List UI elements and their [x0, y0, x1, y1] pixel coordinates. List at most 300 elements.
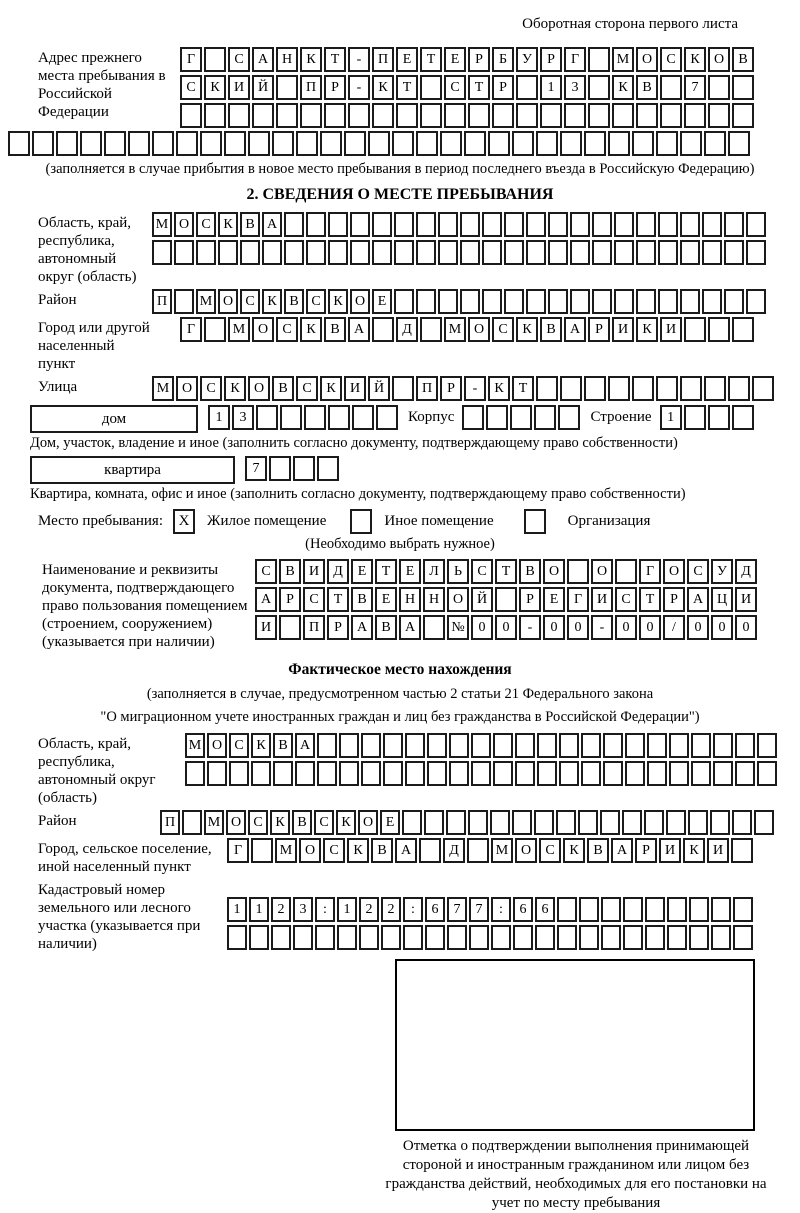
form-cell[interactable]: Л	[423, 559, 445, 584]
form-cell[interactable]	[416, 131, 438, 156]
form-cell[interactable]	[669, 733, 689, 758]
form-cell[interactable]: Р	[540, 47, 562, 72]
form-cell[interactable]	[680, 212, 700, 237]
form-cell[interactable]	[252, 103, 274, 128]
form-cell[interactable]: С	[255, 559, 277, 584]
form-cell[interactable]	[534, 810, 554, 835]
form-cell[interactable]	[228, 103, 250, 128]
form-cell[interactable]	[732, 103, 754, 128]
form-cell[interactable]: А	[255, 587, 277, 612]
form-cell[interactable]: Г	[639, 559, 661, 584]
form-cell[interactable]	[735, 761, 755, 786]
form-cell[interactable]	[746, 240, 766, 265]
form-cell[interactable]: 3	[232, 405, 254, 430]
form-cell[interactable]: О	[176, 376, 198, 401]
form-cell[interactable]	[731, 838, 753, 863]
form-cell[interactable]: В	[371, 838, 393, 863]
form-cell[interactable]	[419, 838, 441, 863]
form-cell[interactable]: П	[160, 810, 180, 835]
form-cell[interactable]: В	[636, 75, 658, 100]
form-cell[interactable]	[588, 75, 610, 100]
form-cell[interactable]	[372, 317, 394, 342]
form-cell[interactable]: В	[272, 376, 294, 401]
form-cell[interactable]	[248, 131, 270, 156]
form-cell[interactable]	[625, 761, 645, 786]
form-cell[interactable]	[495, 587, 517, 612]
form-cell[interactable]: О	[708, 47, 730, 72]
form-cell[interactable]	[372, 103, 394, 128]
form-cell[interactable]: С	[444, 75, 466, 100]
form-cell[interactable]	[592, 289, 612, 314]
form-cell[interactable]: О	[299, 838, 321, 863]
form-cell[interactable]	[420, 317, 442, 342]
form-cell[interactable]	[581, 733, 601, 758]
form-cell[interactable]	[196, 240, 216, 265]
form-cell[interactable]	[510, 405, 532, 430]
form-cell[interactable]: К	[563, 838, 585, 863]
form-cell[interactable]: К	[488, 376, 510, 401]
form-cell[interactable]	[684, 103, 706, 128]
form-cell[interactable]	[317, 733, 337, 758]
form-cell[interactable]	[464, 131, 486, 156]
form-cell[interactable]	[608, 376, 630, 401]
form-cell[interactable]	[601, 897, 621, 922]
form-cell[interactable]	[570, 289, 590, 314]
form-cell[interactable]: С	[248, 810, 268, 835]
form-cell[interactable]: И	[303, 559, 325, 584]
form-cell[interactable]: Р	[440, 376, 462, 401]
form-cell[interactable]: И	[255, 615, 277, 640]
form-cell[interactable]	[271, 925, 291, 950]
form-cell[interactable]	[614, 240, 634, 265]
form-cell[interactable]	[689, 897, 709, 922]
form-cell[interactable]	[526, 212, 546, 237]
form-cell[interactable]: М	[444, 317, 466, 342]
form-cell[interactable]	[492, 103, 514, 128]
form-cell[interactable]	[711, 925, 731, 950]
form-cell[interactable]	[658, 289, 678, 314]
form-cell[interactable]	[608, 131, 630, 156]
form-cell[interactable]	[645, 897, 665, 922]
form-cell[interactable]	[711, 897, 731, 922]
form-cell[interactable]	[269, 456, 291, 481]
form-cell[interactable]: Е	[543, 587, 565, 612]
form-cell[interactable]: К	[224, 376, 246, 401]
form-cell[interactable]	[636, 240, 656, 265]
form-cell[interactable]: В	[292, 810, 312, 835]
form-cell[interactable]	[328, 405, 350, 430]
form-cell[interactable]	[513, 925, 533, 950]
form-cell[interactable]	[204, 103, 226, 128]
form-cell[interactable]	[444, 103, 466, 128]
form-cell[interactable]	[656, 131, 678, 156]
form-cell[interactable]	[460, 212, 480, 237]
form-cell[interactable]	[284, 240, 304, 265]
form-cell[interactable]	[667, 897, 687, 922]
form-cell[interactable]	[204, 317, 226, 342]
form-cell[interactable]	[548, 240, 568, 265]
form-cell[interactable]: С	[276, 317, 298, 342]
form-cell[interactable]	[689, 925, 709, 950]
form-cell[interactable]: О	[543, 559, 565, 584]
form-cell[interactable]	[647, 733, 667, 758]
form-cell[interactable]: А	[295, 733, 315, 758]
form-cell[interactable]: Р	[324, 75, 346, 100]
form-cell[interactable]: Р	[519, 587, 541, 612]
form-cell[interactable]	[394, 212, 414, 237]
form-cell[interactable]: С	[323, 838, 345, 863]
form-cell[interactable]: :	[403, 897, 423, 922]
form-cell[interactable]	[405, 733, 425, 758]
form-cell[interactable]	[724, 240, 744, 265]
house-field[interactable]: дом	[30, 405, 198, 433]
form-cell[interactable]: В	[732, 47, 754, 72]
form-cell[interactable]	[708, 75, 730, 100]
form-cell[interactable]: А	[564, 317, 586, 342]
form-cell[interactable]: О	[248, 376, 270, 401]
form-cell[interactable]: С	[196, 212, 216, 237]
form-cell[interactable]	[746, 289, 766, 314]
form-cell[interactable]	[460, 240, 480, 265]
form-cell[interactable]: М	[185, 733, 205, 758]
form-cell[interactable]	[276, 75, 298, 100]
form-cell[interactable]: Р	[279, 587, 301, 612]
form-cell[interactable]: /	[663, 615, 685, 640]
form-cell[interactable]	[732, 75, 754, 100]
form-cell[interactable]: -	[348, 75, 370, 100]
form-cell[interactable]	[468, 103, 490, 128]
form-cell[interactable]: 1	[660, 405, 682, 430]
form-cell[interactable]	[526, 289, 546, 314]
form-cell[interactable]	[416, 212, 436, 237]
form-cell[interactable]	[361, 761, 381, 786]
form-cell[interactable]	[704, 131, 726, 156]
form-cell[interactable]	[632, 131, 654, 156]
form-cell[interactable]: О	[174, 212, 194, 237]
form-cell[interactable]	[660, 75, 682, 100]
form-cell[interactable]	[317, 456, 339, 481]
form-cell[interactable]: Г	[180, 47, 202, 72]
form-cell[interactable]: 1	[249, 897, 269, 922]
form-cell[interactable]	[691, 761, 711, 786]
form-cell[interactable]: Т	[639, 587, 661, 612]
form-cell[interactable]	[447, 925, 467, 950]
form-cell[interactable]	[688, 810, 708, 835]
form-cell[interactable]: Т	[327, 587, 349, 612]
form-cell[interactable]: А	[399, 615, 421, 640]
form-cell[interactable]	[392, 131, 414, 156]
form-cell[interactable]: 0	[543, 615, 565, 640]
form-cell[interactable]	[658, 240, 678, 265]
form-cell[interactable]: С	[492, 317, 514, 342]
form-cell[interactable]	[279, 615, 301, 640]
form-cell[interactable]: К	[612, 75, 634, 100]
form-cell[interactable]: Й	[252, 75, 274, 100]
form-cell[interactable]	[592, 212, 612, 237]
form-cell[interactable]: Г	[227, 838, 249, 863]
form-cell[interactable]	[174, 240, 194, 265]
form-cell[interactable]: Е	[351, 559, 373, 584]
form-cell[interactable]	[262, 240, 282, 265]
form-cell[interactable]: С	[180, 75, 202, 100]
form-cell[interactable]	[152, 240, 172, 265]
form-cell[interactable]	[224, 131, 246, 156]
form-cell[interactable]	[570, 240, 590, 265]
form-cell[interactable]	[704, 376, 726, 401]
form-cell[interactable]: М	[491, 838, 513, 863]
form-cell[interactable]: К	[320, 376, 342, 401]
form-cell[interactable]: О	[447, 587, 469, 612]
form-cell[interactable]	[644, 810, 664, 835]
form-cell[interactable]	[256, 405, 278, 430]
form-cell[interactable]	[350, 212, 370, 237]
form-cell[interactable]: Н	[423, 587, 445, 612]
form-cell[interactable]: Т	[512, 376, 534, 401]
form-cell[interactable]: О	[515, 838, 537, 863]
form-cell[interactable]	[249, 925, 269, 950]
form-cell[interactable]	[449, 761, 469, 786]
form-cell[interactable]: 0	[495, 615, 517, 640]
form-cell[interactable]	[344, 131, 366, 156]
form-cell[interactable]	[482, 212, 502, 237]
form-cell[interactable]	[702, 240, 722, 265]
form-cell[interactable]	[468, 810, 488, 835]
form-cell[interactable]	[32, 131, 54, 156]
form-cell[interactable]: Р	[663, 587, 685, 612]
form-cell[interactable]: Е	[399, 559, 421, 584]
form-cell[interactable]	[564, 103, 586, 128]
form-cell[interactable]: О	[252, 317, 274, 342]
form-cell[interactable]: И	[735, 587, 757, 612]
form-cell[interactable]	[8, 131, 30, 156]
form-cell[interactable]: 0	[639, 615, 661, 640]
form-cell[interactable]	[383, 761, 403, 786]
form-cell[interactable]	[471, 733, 491, 758]
form-cell[interactable]: П	[303, 615, 325, 640]
form-cell[interactable]: И	[660, 317, 682, 342]
form-cell[interactable]	[625, 733, 645, 758]
form-cell[interactable]: -	[591, 615, 613, 640]
form-cell[interactable]: К	[262, 289, 282, 314]
form-cell[interactable]: К	[683, 838, 705, 863]
form-cell[interactable]	[713, 733, 733, 758]
form-cell[interactable]	[207, 761, 227, 786]
form-cell[interactable]	[295, 761, 315, 786]
form-cell[interactable]: У	[516, 47, 538, 72]
form-cell[interactable]: В	[324, 317, 346, 342]
form-cell[interactable]	[227, 925, 247, 950]
form-cell[interactable]	[713, 761, 733, 786]
form-cell[interactable]: Г	[564, 47, 586, 72]
form-cell[interactable]	[560, 131, 582, 156]
form-cell[interactable]	[293, 925, 313, 950]
form-cell[interactable]: Т	[468, 75, 490, 100]
form-cell[interactable]: К	[636, 317, 658, 342]
form-cell[interactable]	[394, 289, 414, 314]
form-cell[interactable]: С	[240, 289, 260, 314]
form-cell[interactable]: 0	[711, 615, 733, 640]
form-cell[interactable]	[328, 212, 348, 237]
form-cell[interactable]	[420, 75, 442, 100]
form-cell[interactable]: О	[663, 559, 685, 584]
form-cell[interactable]	[536, 376, 558, 401]
form-cell[interactable]	[684, 317, 706, 342]
form-cell[interactable]: П	[372, 47, 394, 72]
form-cell[interactable]	[735, 733, 755, 758]
form-cell[interactable]: О	[468, 317, 490, 342]
form-cell[interactable]: 3	[564, 75, 586, 100]
form-cell[interactable]: 0	[471, 615, 493, 640]
form-cell[interactable]	[584, 376, 606, 401]
form-cell[interactable]	[669, 761, 689, 786]
form-cell[interactable]: М	[204, 810, 224, 835]
form-cell[interactable]: О	[591, 559, 613, 584]
form-cell[interactable]	[733, 897, 753, 922]
form-cell[interactable]	[601, 925, 621, 950]
form-cell[interactable]: С	[539, 838, 561, 863]
form-cell[interactable]	[728, 131, 750, 156]
form-cell[interactable]	[425, 925, 445, 950]
form-cell[interactable]	[548, 212, 568, 237]
form-cell[interactable]	[680, 376, 702, 401]
form-cell[interactable]	[392, 376, 414, 401]
form-cell[interactable]	[361, 733, 381, 758]
form-cell[interactable]	[614, 212, 634, 237]
form-cell[interactable]: И	[591, 587, 613, 612]
form-cell[interactable]	[471, 761, 491, 786]
form-cell[interactable]	[315, 925, 335, 950]
form-cell[interactable]	[251, 761, 271, 786]
form-cell[interactable]: Г	[180, 317, 202, 342]
form-cell[interactable]: Т	[324, 47, 346, 72]
form-cell[interactable]	[490, 810, 510, 835]
form-cell[interactable]	[557, 925, 577, 950]
form-cell[interactable]	[757, 733, 777, 758]
form-cell[interactable]: С	[306, 289, 326, 314]
form-cell[interactable]: 6	[535, 897, 555, 922]
form-cell[interactable]: 1	[540, 75, 562, 100]
form-cell[interactable]	[438, 240, 458, 265]
form-cell[interactable]: С	[615, 587, 637, 612]
form-cell[interactable]	[339, 733, 359, 758]
form-cell[interactable]: О	[226, 810, 246, 835]
form-cell[interactable]: 7	[684, 75, 706, 100]
form-cell[interactable]	[438, 212, 458, 237]
form-cell[interactable]: -	[464, 376, 486, 401]
form-cell[interactable]: К	[218, 212, 238, 237]
form-cell[interactable]	[578, 810, 598, 835]
form-cell[interactable]	[559, 733, 579, 758]
form-cell[interactable]: Р	[588, 317, 610, 342]
form-cell[interactable]	[592, 240, 612, 265]
form-cell[interactable]: -	[519, 615, 541, 640]
form-cell[interactable]	[80, 131, 102, 156]
form-cell[interactable]	[536, 131, 558, 156]
form-cell[interactable]	[622, 810, 642, 835]
form-cell[interactable]	[300, 103, 322, 128]
form-cell[interactable]	[467, 838, 489, 863]
form-cell[interactable]	[306, 240, 326, 265]
form-cell[interactable]: Т	[396, 75, 418, 100]
form-cell[interactable]	[284, 212, 304, 237]
form-cell[interactable]	[746, 212, 766, 237]
form-cell[interactable]	[240, 240, 260, 265]
form-cell[interactable]: И	[344, 376, 366, 401]
form-cell[interactable]	[423, 615, 445, 640]
form-cell[interactable]	[350, 240, 370, 265]
form-cell[interactable]	[658, 212, 678, 237]
form-cell[interactable]	[104, 131, 126, 156]
form-cell[interactable]	[180, 103, 202, 128]
form-cell[interactable]	[636, 212, 656, 237]
form-cell[interactable]: 2	[359, 897, 379, 922]
form-cell[interactable]: И	[228, 75, 250, 100]
form-cell[interactable]: К	[516, 317, 538, 342]
form-cell[interactable]: 1	[208, 405, 230, 430]
form-cell[interactable]: К	[300, 47, 322, 72]
form-cell[interactable]	[182, 810, 202, 835]
form-cell[interactable]: П	[300, 75, 322, 100]
form-cell[interactable]	[512, 131, 534, 156]
form-cell[interactable]	[293, 456, 315, 481]
form-cell[interactable]	[757, 761, 777, 786]
form-cell[interactable]	[708, 405, 730, 430]
form-cell[interactable]: М	[152, 376, 174, 401]
form-cell[interactable]	[394, 240, 414, 265]
form-cell[interactable]	[636, 289, 656, 314]
form-cell[interactable]	[732, 405, 754, 430]
form-cell[interactable]: О	[350, 289, 370, 314]
form-cell[interactable]: 6	[513, 897, 533, 922]
form-cell[interactable]: Е	[380, 810, 400, 835]
form-cell[interactable]	[645, 925, 665, 950]
form-cell[interactable]: В	[240, 212, 260, 237]
form-cell[interactable]: Й	[471, 587, 493, 612]
form-cell[interactable]	[449, 733, 469, 758]
form-cell[interactable]: И	[612, 317, 634, 342]
form-cell[interactable]: Р	[635, 838, 657, 863]
form-cell[interactable]: А	[262, 212, 282, 237]
form-cell[interactable]: 2	[271, 897, 291, 922]
form-cell[interactable]	[416, 240, 436, 265]
form-cell[interactable]: К	[270, 810, 290, 835]
form-cell[interactable]	[427, 761, 447, 786]
form-cell[interactable]: С	[200, 376, 222, 401]
form-cell[interactable]	[548, 289, 568, 314]
form-cell[interactable]	[446, 810, 466, 835]
form-cell[interactable]	[570, 212, 590, 237]
form-cell[interactable]	[204, 47, 226, 72]
form-cell[interactable]	[540, 103, 562, 128]
form-cell[interactable]	[174, 289, 194, 314]
form-cell[interactable]	[493, 761, 513, 786]
form-cell[interactable]	[647, 761, 667, 786]
form-cell[interactable]: Б	[492, 47, 514, 72]
form-cell[interactable]	[537, 733, 557, 758]
form-cell[interactable]	[56, 131, 78, 156]
form-cell[interactable]	[708, 103, 730, 128]
form-cell[interactable]	[438, 289, 458, 314]
form-cell[interactable]: Д	[735, 559, 757, 584]
form-cell[interactable]: Д	[396, 317, 418, 342]
form-cell[interactable]	[559, 761, 579, 786]
form-cell[interactable]	[251, 838, 273, 863]
form-cell[interactable]: К	[328, 289, 348, 314]
form-cell[interactable]	[440, 131, 462, 156]
form-cell[interactable]: К	[347, 838, 369, 863]
form-cell[interactable]	[218, 240, 238, 265]
form-cell[interactable]: В	[540, 317, 562, 342]
